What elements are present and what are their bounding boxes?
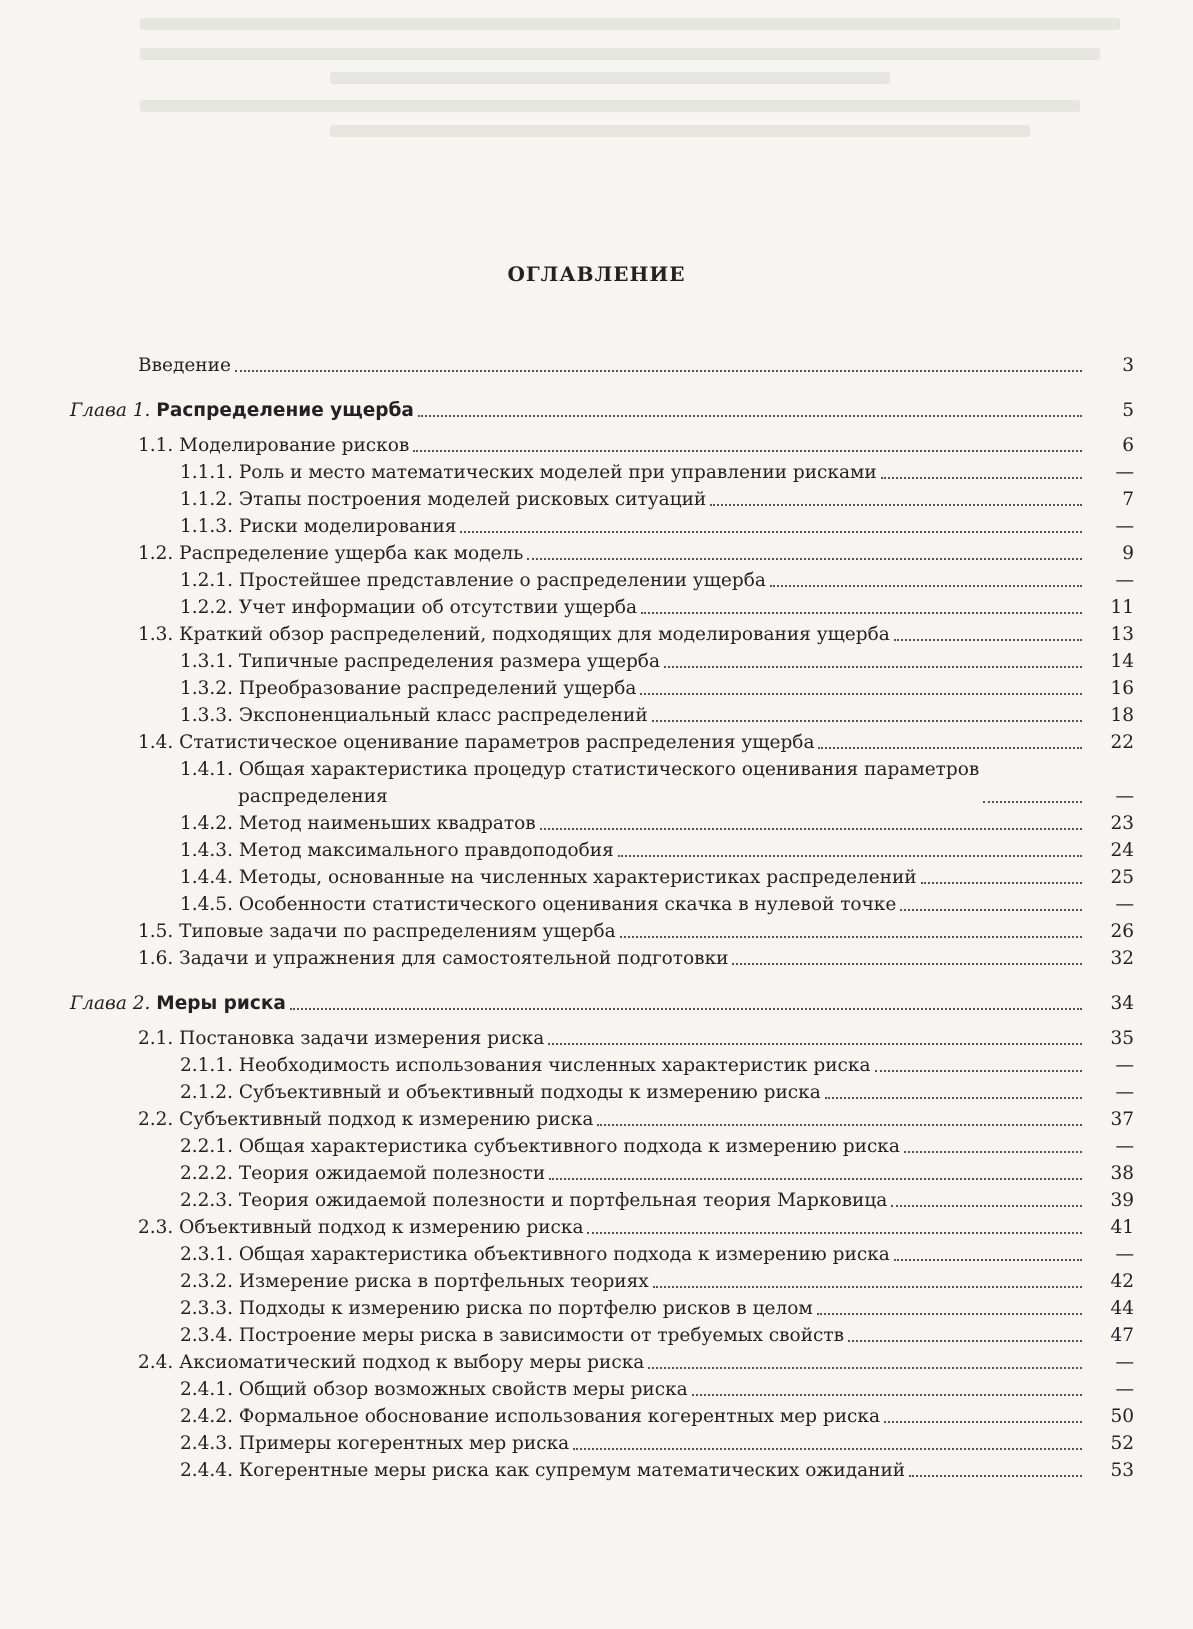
page-number: 14 [1110,651,1134,672]
toc-chapter[interactable] [70,397,1134,424]
page-number: 42 [1110,1271,1134,1292]
page-number: — [1115,1244,1134,1265]
leader-dots [692,1394,1082,1396]
leader-dots [653,1286,1082,1288]
page-number: 13 [1110,624,1134,645]
toc-entry-label: 2.1.1. Необходимость использования численных характеристик риска [180,1052,875,1079]
leader-dots [640,693,1082,695]
toc-section[interactable] [70,729,1134,756]
leader-dots [549,1178,1082,1180]
page-number: 23 [1110,813,1134,834]
toc-subsection[interactable] [70,837,1134,864]
toc-entry-label: 2.4.1. Общий обзор возможных свойств меры риска [180,1376,692,1403]
leader-dots [884,1421,1082,1423]
leader-dots [825,1097,1082,1099]
toc-section[interactable] [70,540,1134,567]
leader-dots [770,585,1082,587]
page-number: — [1115,1055,1134,1076]
toc-entry-label: 1.2.2. Учет информации об отсутствии ущерба [180,594,641,621]
page-number: 35 [1110,1028,1134,1049]
page-number: 9 [1122,543,1134,564]
page-number: — [1115,786,1134,807]
page-number: — [1115,1352,1134,1373]
toc-subsection[interactable] [70,594,1134,621]
toc-subsection[interactable] [70,675,1134,702]
toc-subsection[interactable] [70,1430,1134,1457]
toc-entry-label: 1.1. Моделирование рисков [138,432,413,459]
leader-dots [904,1151,1082,1153]
toc-entry-label [70,397,418,424]
page-number: 50 [1110,1406,1134,1427]
chapter-name: Распределение ущерба [156,400,414,421]
page-number: — [1115,462,1134,483]
toc-entry-label: Введение [138,352,235,379]
toc-section[interactable] [70,432,1134,459]
toc-entry-label [180,756,983,810]
page-number: 26 [1110,921,1134,942]
toc-entry-label-line2: распределения [238,786,388,807]
page-number: 52 [1110,1433,1134,1454]
page-number: — [1115,1379,1134,1400]
toc-subsection[interactable] [70,864,1134,891]
leader-dots [413,450,1082,452]
toc-entry-label: 1.4.3. Метод максимального правдоподобия [180,837,618,864]
toc-entry-label: 2.4.2. Формальное обоснование использования когерентных мер риска [180,1403,884,1430]
page-number: 32 [1110,948,1134,969]
leader-dots [235,370,1082,372]
toc-section[interactable] [70,1106,1134,1133]
toc-entry-label: 1.4.2. Метод наименьших квадратов [180,810,540,837]
toc-entry-label: 2.1. Постановка задачи измерения риска [138,1025,548,1052]
page-number: — [1115,894,1134,915]
leader-dots [817,1313,1082,1315]
leader-dots [418,415,1082,417]
leader-dots [573,1448,1082,1450]
toc-entry-label: 2.3.1. Общая характеристика объективного подхода к измерению риска [180,1241,894,1268]
leader-dots [597,1124,1082,1126]
toc-entry-label: 2.2. Субъективный подход к измерению риска [138,1106,597,1133]
toc-intro[interactable] [70,352,1134,379]
page-number: 53 [1110,1460,1134,1481]
toc-entry-label: 1.4. Статистическое оценивание параметров распределения ущерба [138,729,818,756]
page-number: 39 [1110,1190,1134,1211]
toc-chapter[interactable] [70,990,1134,1017]
leader-dots [921,882,1082,884]
toc-subsection[interactable] [70,1079,1134,1106]
toc-section[interactable] [70,1025,1134,1052]
toc-entry-label: 1.1.3. Риски моделирования [180,513,460,540]
toc-entry-label: 2.2.1. Общая характеристика субъективного подхода к измерению риска [180,1133,904,1160]
page-number: 44 [1110,1298,1134,1319]
leader-dots [648,1367,1082,1369]
toc-entry-label-line1: 1.4.1. Общая характеристика процедур статистического оценивания параметров [180,759,980,780]
page-number: 11 [1110,597,1134,618]
chapter-label: Глава 1. [70,400,151,421]
leader-dots [909,1475,1082,1477]
toc-entry-label: 1.3.1. Типичные распределения размера ущерба [180,648,664,675]
toc-entry-label: 2.3.4. Построение меры риска в зависимости от требуемых свойств [180,1322,848,1349]
page-number: 6 [1122,435,1134,456]
page-number: — [1115,516,1134,537]
page-number: 7 [1122,489,1134,510]
leader-dots [664,666,1082,668]
toc-subsection[interactable] [70,1268,1134,1295]
toc-entry-label: 2.4.4. Когерентные меры риска как супремум математических ожиданий [180,1457,909,1484]
leader-dots [983,801,1082,803]
toc-subsection[interactable] [70,1376,1134,1403]
toc-subsection[interactable] [70,1133,1134,1160]
toc-subsection[interactable] [70,1241,1134,1268]
leader-dots [818,747,1082,749]
toc-entry-label: 2.3.3. Подходы к измерению риска по портфелю рисков в целом [180,1295,817,1322]
page-number: 25 [1110,867,1134,888]
toc-entry-label: 1.3. Краткий обзор распределений, подходящих для моделирования ущерба [138,621,894,648]
leader-dots [710,504,1082,506]
toc-entry-label: 1.5. Типовые задачи по распределениям ущерба [138,918,620,945]
page-number: — [1115,1082,1134,1103]
toc-section[interactable] [70,1349,1134,1376]
toc-entry-label: 2.2.2. Теория ожидаемой полезности [180,1160,549,1187]
toc-section[interactable] [70,1214,1134,1241]
leader-dots [641,612,1082,614]
toc-entry-label: 2.3.2. Измерение риска в портфельных теориях [180,1268,653,1295]
leader-dots [881,477,1082,479]
page-title: ОГЛАВЛЕНИЕ [507,262,686,286]
toc-subsection[interactable] [70,1403,1134,1430]
toc-entry-label: 2.1.2. Субъективный и объективный подходы к измерению риска [180,1079,825,1106]
toc-subsection[interactable] [70,648,1134,675]
toc-subsection[interactable] [70,1322,1134,1349]
page-number: 38 [1110,1163,1134,1184]
leader-dots [290,1008,1082,1010]
toc-entry-label: 2.3. Объективный подход к измерению риска [138,1214,587,1241]
table-of-contents [70,352,1134,1484]
toc-entry-label: 1.3.3. Экспоненциальный класс распределений [180,702,652,729]
toc-subsection[interactable] [70,1160,1134,1187]
toc-subsection[interactable] [70,810,1134,837]
leader-dots [891,1205,1082,1207]
toc-subsection[interactable] [70,702,1134,729]
leader-dots [460,531,1082,533]
leader-dots [527,558,1082,560]
toc-section[interactable] [70,621,1134,648]
leader-dots [548,1043,1082,1045]
page-number: 24 [1110,840,1134,861]
page-number: 5 [1122,400,1134,421]
leader-dots [652,720,1082,722]
leader-dots [540,828,1082,830]
leader-dots [894,1259,1082,1261]
page-number: 3 [1122,355,1134,376]
toc-entry-label: 1.2. Распределение ущерба как модель [138,540,527,567]
page-number: — [1115,570,1134,591]
leader-dots [875,1070,1083,1072]
toc-entry-label: 1.4.5. Особенности статистического оценивания скачка в нулевой точке [180,891,900,918]
toc-subsection[interactable] [70,756,1134,810]
page-number: 41 [1110,1217,1134,1238]
leader-dots [894,639,1082,641]
page-number: 18 [1110,705,1134,726]
toc-entry-label: 1.3.2. Преобразование распределений ущерба [180,675,640,702]
toc-subsection[interactable] [70,567,1134,594]
toc-entry-label: 1.2.1. Простейшее представление о распределении ущерба [180,567,770,594]
leader-dots [620,936,1082,938]
toc-subsection[interactable] [70,459,1134,486]
toc-entry-label: 1.1.2. Этапы построения моделей рисковых ситуаций [180,486,710,513]
toc-subsection[interactable] [70,1187,1134,1214]
page-number: 16 [1110,678,1134,699]
toc-subsection[interactable] [70,486,1134,513]
leader-dots [587,1232,1082,1234]
chapter-label: Глава 2. [70,993,151,1014]
toc-entry-label: 2.4. Аксиоматический подход к выбору меры риска [138,1349,648,1376]
toc-entry-label: 2.4.3. Примеры когерентных мер риска [180,1430,573,1457]
toc-section[interactable] [70,945,1134,972]
page-number: 22 [1110,732,1134,753]
page-number: — [1115,1136,1134,1157]
toc-subsection[interactable] [70,1295,1134,1322]
bleed-through-text [0,0,1193,150]
page-number: 37 [1110,1109,1134,1130]
toc-subsection[interactable] [70,1052,1134,1079]
leader-dots [618,855,1082,857]
leader-dots [848,1340,1082,1342]
page-number: 34 [1110,993,1134,1014]
toc-subsection[interactable] [70,891,1134,918]
toc-section[interactable] [70,918,1134,945]
page-number: 47 [1110,1325,1134,1346]
toc-entry-label: 1.4.4. Методы, основанные на численных характеристиках распределений [180,864,921,891]
toc-entry-label: 1.6. Задачи и упражнения для самостоятельной подготовки [138,945,732,972]
toc-subsection[interactable] [70,1457,1134,1484]
toc-entry-label: 2.2.3. Теория ожидаемой полезности и портфельная теория Марковица [180,1187,891,1214]
leader-dots [900,909,1082,911]
toc-entry-label: 1.1.1. Роль и место математических моделей при управлении рисками [180,459,881,486]
chapter-name: Меры риска [156,993,286,1014]
toc-entry-label [70,990,290,1017]
toc-subsection[interactable] [70,513,1134,540]
leader-dots [732,963,1082,965]
